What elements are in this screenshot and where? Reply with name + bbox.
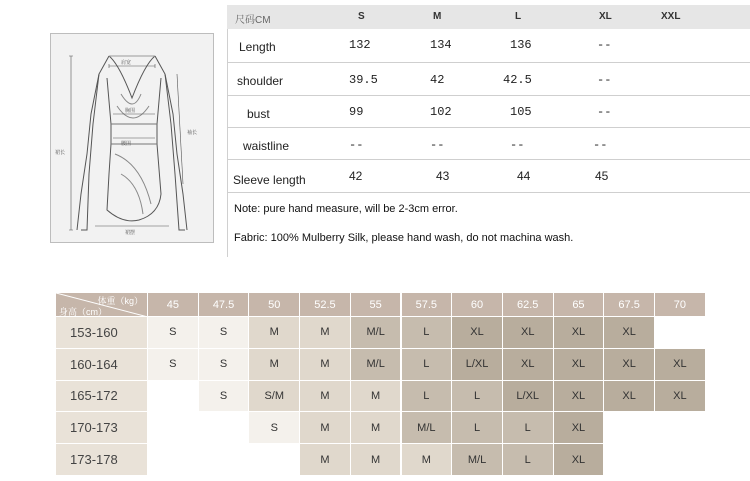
table-row — [227, 29, 750, 63]
weight-header: 50 — [249, 293, 300, 317]
weight-axis-label: 体重（kg） — [97, 296, 143, 306]
fit-cell: M — [351, 412, 402, 444]
fit-cell: XL — [604, 381, 655, 413]
size-fit-grid — [56, 293, 696, 476]
fit-cell: M/L — [402, 412, 453, 444]
weight-header: 67.5 — [604, 293, 655, 317]
fit-cell: M — [300, 317, 351, 349]
shoulder-s: 39.5 — [349, 73, 378, 87]
fit-cell: M — [300, 444, 351, 476]
fit-cell: M — [300, 349, 351, 381]
fit-cell: L — [452, 412, 503, 444]
dress-outline-icon — [51, 34, 215, 244]
sleeve-l: 44 — [517, 169, 531, 183]
fit-cell: XL — [655, 381, 706, 413]
fit-cell — [199, 444, 250, 476]
fit-cell: M/L — [351, 349, 402, 381]
fit-cell: M/L — [452, 444, 503, 476]
length-l: 136 — [510, 38, 532, 52]
row-label-bust: bust — [247, 107, 270, 121]
header-size-xl: XL — [599, 11, 612, 22]
measurement-note: Note: pure hand measure, will be 2-3cm error. — [234, 203, 458, 215]
bust-xl: -- — [597, 105, 612, 119]
fit-cell — [199, 412, 250, 444]
diagram-label-shoulder: 肩宽 — [121, 60, 132, 66]
fit-cell: XL — [554, 317, 605, 349]
fit-cell: S — [199, 317, 250, 349]
fit-cell — [655, 317, 706, 349]
diagram-label-waist: 腰围 — [121, 141, 132, 147]
shoulder-xl: -- — [597, 73, 612, 87]
fit-cell: S — [199, 381, 250, 413]
bust-s: 99 — [349, 105, 364, 119]
fit-cell: M — [249, 317, 300, 349]
grid-corner — [56, 293, 148, 317]
weight-header: 55 — [351, 293, 402, 317]
fit-cell — [604, 412, 655, 444]
fit-cell: L — [503, 444, 554, 476]
fit-cell: M — [300, 381, 351, 413]
fit-cell — [655, 412, 706, 444]
table-row — [227, 159, 750, 193]
height-row-label: 160-164 — [56, 349, 148, 381]
fit-cell: L — [503, 412, 554, 444]
weight-header: 65 — [554, 293, 605, 317]
height-row-label: 173-178 — [56, 444, 148, 476]
fit-cell: M/L — [351, 317, 402, 349]
sleeve-xl: 45 — [595, 169, 609, 183]
weight-header: 45 — [148, 293, 199, 317]
weight-header: 60 — [452, 293, 503, 317]
height-row-label: 165-172 — [56, 381, 148, 413]
table-row — [227, 127, 750, 160]
fit-cell: XL — [554, 381, 605, 413]
weight-header: 70 — [655, 293, 706, 317]
fit-cell: L — [402, 317, 453, 349]
fit-cell — [604, 444, 655, 476]
shoulder-m: 42 — [430, 73, 445, 87]
table-row — [227, 95, 750, 128]
sleeve-m: 43 — [436, 169, 450, 183]
waistline-s: -- — [349, 138, 364, 152]
fit-cell: XL — [554, 412, 605, 444]
header-size-s: S — [358, 11, 365, 22]
row-label-length: Length — [239, 40, 276, 54]
row-label-waistline: waistline — [243, 139, 290, 153]
fit-cell: S — [148, 349, 199, 381]
weight-header: 52.5 — [300, 293, 351, 317]
fit-cell — [148, 412, 199, 444]
fit-cell — [249, 444, 300, 476]
fit-cell: S — [249, 412, 300, 444]
fabric-note: Fabric: 100% Mulberry Silk, please hand wash, do not machina wash. — [234, 232, 574, 244]
fit-cell: M — [351, 444, 402, 476]
fit-cell: XL — [554, 444, 605, 476]
bust-l: 105 — [510, 105, 532, 119]
shoulder-l: 42.5 — [503, 73, 532, 87]
fit-cell: XL — [655, 349, 706, 381]
diagram-label-sleeve: 袖长 — [187, 130, 198, 136]
diagram-label-length: 裙长 — [55, 150, 66, 156]
diagram-label-hem: 裙摆 — [125, 230, 136, 236]
diagram-label-bust: 胸围 — [125, 108, 136, 114]
fit-cell: M — [249, 349, 300, 381]
length-xl: -- — [597, 38, 612, 52]
bust-m: 102 — [430, 105, 452, 119]
header-size-l: L — [515, 11, 522, 22]
fit-cell: L — [452, 381, 503, 413]
fit-cell: M — [402, 444, 453, 476]
fit-cell: L — [402, 349, 453, 381]
size-table-header — [227, 5, 750, 29]
fit-cell: L/XL — [503, 381, 554, 413]
header-size-m: M — [433, 11, 442, 22]
fit-cell: XL — [452, 317, 503, 349]
fit-cell: S — [148, 317, 199, 349]
fit-cell — [148, 444, 199, 476]
weight-header: 62.5 — [503, 293, 554, 317]
waistline-m: -- — [430, 138, 445, 152]
row-label-shoulder: shoulder — [237, 74, 284, 88]
length-s: 132 — [349, 38, 371, 52]
fit-cell: L — [402, 381, 453, 413]
fit-cell — [148, 381, 199, 413]
fit-cell: S — [199, 349, 250, 381]
table-row — [227, 62, 750, 96]
fit-cell: M — [300, 412, 351, 444]
dress-diagram — [50, 33, 214, 243]
header-size-xxl: XXL — [661, 11, 681, 22]
fit-cell: L/XL — [452, 349, 503, 381]
fit-cell: XL — [503, 317, 554, 349]
weight-header: 47.5 — [199, 293, 250, 317]
height-row-label: 170-173 — [56, 412, 148, 444]
fit-cell: XL — [554, 349, 605, 381]
waistline-l: -- — [510, 138, 525, 152]
height-axis-label: 身高（cm） — [59, 307, 107, 317]
fit-cell — [655, 444, 706, 476]
sleeve-s: 42 — [349, 169, 363, 183]
fit-cell: XL — [503, 349, 554, 381]
fit-cell: XL — [604, 349, 655, 381]
weight-header: 57.5 — [402, 293, 453, 317]
fit-cell: M — [351, 381, 402, 413]
row-label-sleeve-length: Sleeve length — [233, 173, 306, 187]
height-row-label: 153-160 — [56, 317, 148, 349]
length-m: 134 — [430, 38, 452, 52]
fit-cell: S/M — [249, 381, 300, 413]
waistline-xl: -- — [593, 138, 608, 152]
header-unit: 尺码CM — [235, 15, 271, 26]
fit-cell: XL — [604, 317, 655, 349]
